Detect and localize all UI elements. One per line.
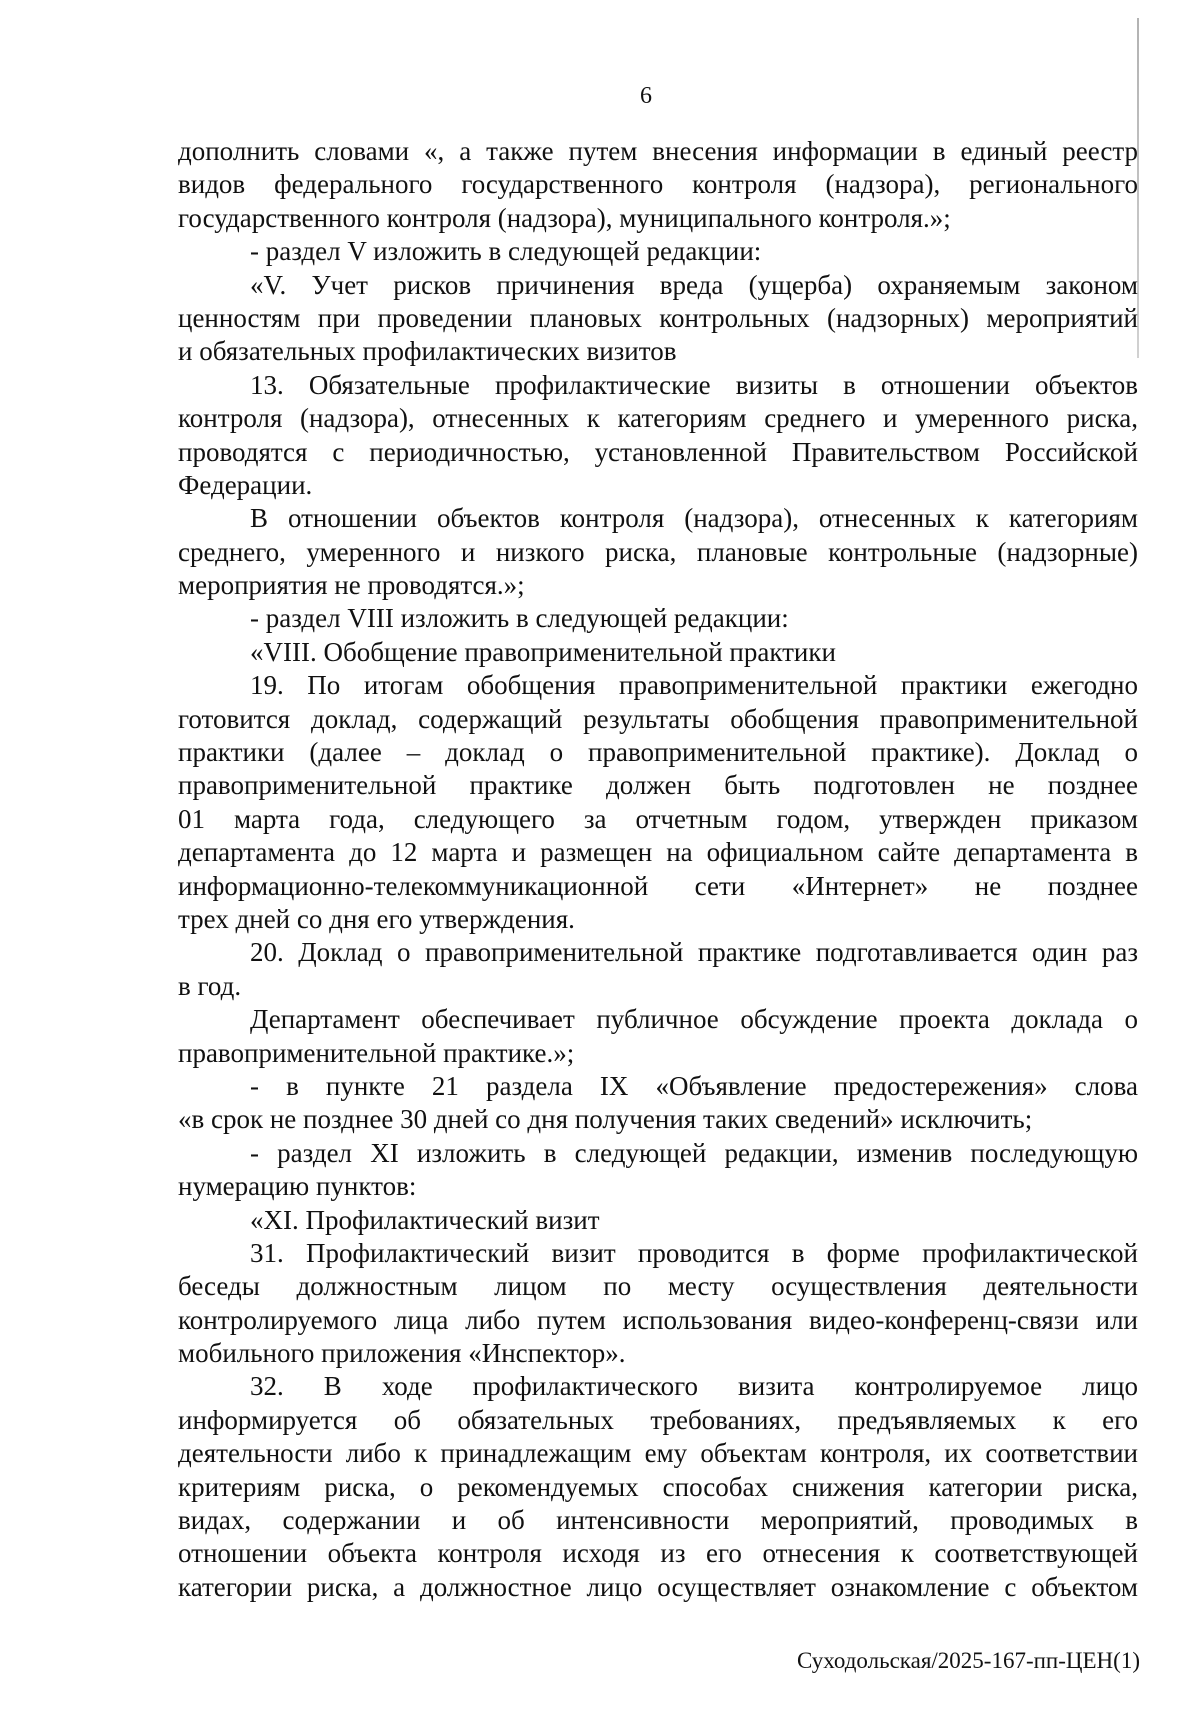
text-line: среднего, умеренного и низкого риска, плановые контрольные (надзорные): [178, 536, 1138, 567]
text-line: ценностям при проведении плановых контрольных (надзорных) мероприятий: [178, 302, 1138, 333]
text-line: практики (далее – доклад о правоприменительной практике). Доклад о: [178, 737, 1138, 768]
text-line: и обязательных профилактических визитов: [178, 336, 677, 367]
text-line: - раздел XI изложить в следующей редакции, изменив последующую: [250, 1137, 1138, 1168]
text-line: «VIII. Обобщение правоприменительной практики: [250, 636, 836, 667]
document-body: [178, 135, 1138, 1604]
text-line: критериям риска, о рекомендуемых способах снижения категории риска,: [178, 1471, 1138, 1502]
text-line: Департамент обеспечивает публичное обсуждение проекта доклада о: [250, 1004, 1138, 1035]
text-line: - раздел V изложить в следующей редакции:: [250, 236, 762, 267]
text-line: - раздел VIII изложить в следующей редакции:: [250, 603, 789, 634]
text-line: проводятся с периодичностью, установленной Правительством Российской: [178, 436, 1138, 467]
text-line: видах, содержании и об интенсивности мероприятий, проводимых в: [178, 1505, 1138, 1536]
text-line: отношении объекта контроля исходя из его отнесения к соответствующей: [178, 1538, 1138, 1569]
text-line: «в срок не позднее 30 дней со дня получения таких сведений» исключить;: [178, 1104, 1033, 1135]
text-line: информируется об обязательных требованиях, предъявляемых к его: [178, 1404, 1138, 1435]
text-line: «V. Учет рисков причинения вреда (ущерба) охраняемым законом: [250, 269, 1138, 300]
text-line: мероприятия не проводятся.»;: [178, 570, 525, 601]
text-line: В отношении объектов контроля (надзора), отнесенных к категориям: [250, 503, 1138, 534]
text-line: трех дней со дня его утверждения.: [178, 903, 575, 934]
text-line: департамента до 12 марта и размещен на официальном сайте департамента в: [178, 837, 1138, 868]
text-line: беседы должностным лицом по месту осуществления деятельности: [178, 1271, 1138, 1302]
text-line: «XI. Профилактический визит: [250, 1204, 600, 1235]
text-line: контролируемого лица либо путем использования видео-конференц-связи или: [178, 1304, 1138, 1335]
text-line: 13. Обязательные профилактические визиты в отношении объектов: [250, 369, 1138, 400]
text-line: видов федерального государственного контроля (надзора), регионального: [178, 169, 1138, 200]
text-line: 32. В ходе профилактического визита контролируемое лицо: [250, 1371, 1138, 1402]
text-line: правоприменительной практике.»;: [178, 1037, 575, 1068]
text-line: государственного контроля (надзора), муниципального контроля.»;: [178, 202, 951, 233]
text-line: 31. Профилактический визит проводится в форме профилактической: [250, 1237, 1138, 1268]
text-line: деятельности либо к принадлежащим ему объектам контроля, их соответствии: [178, 1438, 1138, 1469]
text-line: дополнить словами «, а также путем внесения информации в единый реестр: [178, 136, 1138, 166]
page-number: 6: [640, 83, 652, 109]
text-line: готовится доклад, содержащий результаты обобщения правоприменительной: [178, 703, 1138, 734]
text-line: правоприменительной практике должен быть подготовлен не позднее: [178, 770, 1138, 801]
text-line: 19. По итогам обобщения правоприменительной практики ежегодно: [250, 670, 1138, 701]
text-line: нумерацию пунктов:: [178, 1171, 417, 1202]
text-line: 01 марта года, следующего за отчетным годом, утвержден приказом: [178, 803, 1138, 834]
text-line: - в пункте 21 раздела IX «Объявление предостережения» слова: [250, 1070, 1138, 1101]
text-line: Федерации.: [178, 469, 313, 500]
text-line: в год.: [178, 970, 242, 1001]
text-line: контроля (надзора), отнесенных к категориям среднего и умеренного риска,: [178, 403, 1138, 434]
text-line: категории риска, а должностное лицо осуществляет ознакомление с объектом: [178, 1571, 1138, 1602]
text-line: информационно-телекоммуникационной сети «Интернет» не позднее: [178, 870, 1138, 901]
text-line: 20. Доклад о правоприменительной практике подготавливается один раз: [250, 937, 1138, 968]
text-line: мобильного приложения «Инспектор».: [178, 1338, 626, 1369]
document-footer-code: Суходольская/2025-167-пп-ЦЕН(1): [797, 1648, 1140, 1673]
